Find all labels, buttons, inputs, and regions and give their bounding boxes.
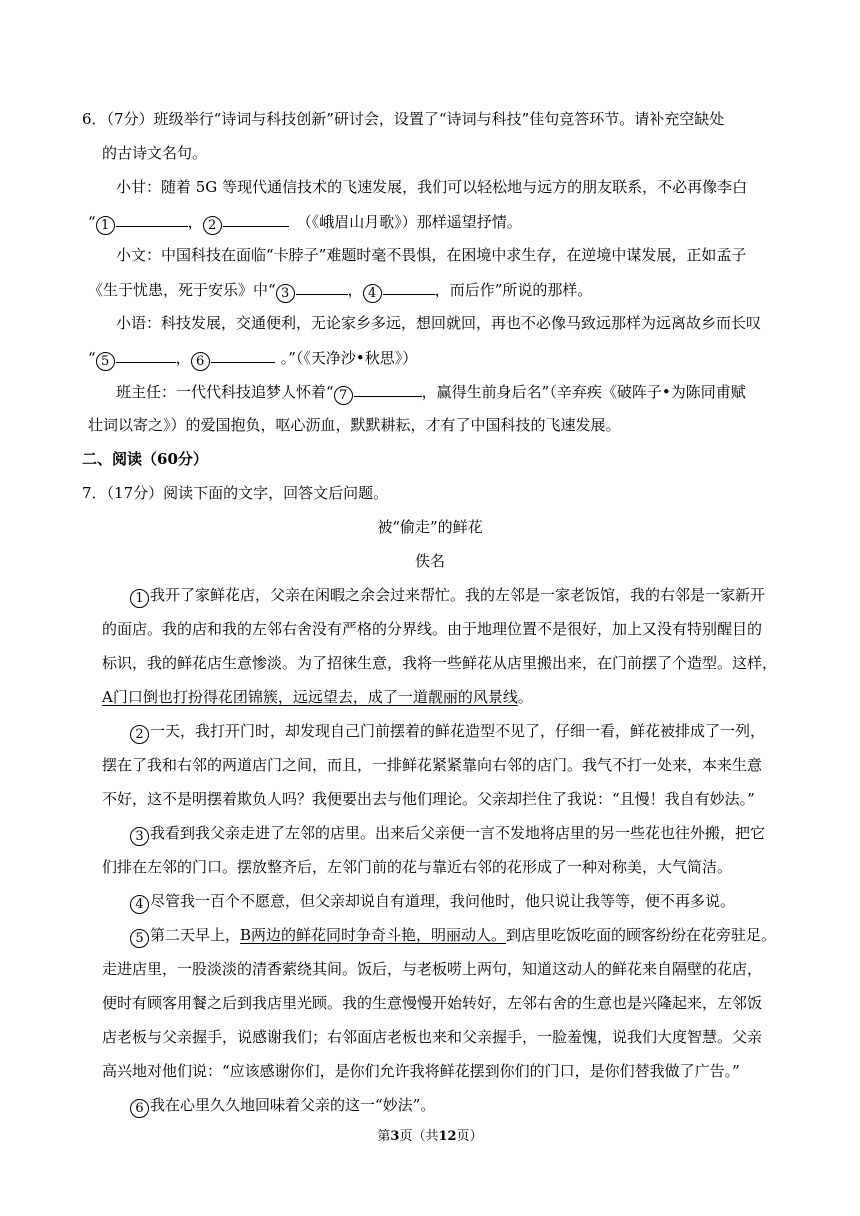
p5-line-1: 5 第二天早上，B两边的鲜花同时争奇斗艳，明丽动人。到店里吃饭吃面的顾客纷纷在花旁驻足。 [130,925,776,948]
q6-number: 6． [82,110,107,128]
blank-mark-6: 6 [191,352,210,371]
underlined-sentence-b: B两边的鲜花同时争奇斗艳，明丽动人。 [240,926,507,944]
q7-prompt: （17分）阅读下面的文字，回答文后问题。 [106,484,389,502]
para-mark-6: 6 [130,1099,149,1118]
article-author: 佚名 [414,552,445,570]
para-mark-2: 2 [130,725,149,744]
section-heading: 二、阅读（60分） [82,450,208,468]
p2-line-2: 摆在了我和右邻的两道店门之间，而且，一排鲜花紧紧靠向右邻的店门。我气不打一处来，本来生意 [102,756,763,774]
p6-line-1: 6 我在心里久久地回味着父亲的这一“妙法”。 [130,1095,435,1118]
answer-blank-4[interactable] [383,279,435,295]
q7-intro-line [82,483,388,503]
answer-blank-7[interactable] [354,381,422,397]
p1-line-3: 标识，我的鲜花店生意惨淡。为了招徕生意，我将一些鲜花从店里搬出来，在门前摆了个造型。这样， [102,654,778,672]
p1-line-4: A门口倒也打扮得花团锦簇，远远望去，成了一道靓丽的风景线。 [102,688,533,706]
p1-line-1: 1 我开了家鲜花店，父亲在闲暇之余会过来帮忙。我的左邻是一家老饭馆，我的右邻是一家新开 [130,585,765,608]
q6-xiaogan-line-2: “ 1 ， 2 （《峨眉山月歌》）那样遥望抒情。 [88,213,522,233]
q6-xiaoyu-line-2: “ 5 ， 6 。”（《天净沙•秋思》） [88,349,418,369]
article-title: 被“偷走”的鲜花 [377,518,483,536]
p5-line-2: 走进店里，一股淡淡的清香萦绕其间。饭后，与老板唠上两句，知道这动人的鲜花来自隔壁的花店， [102,960,763,978]
para-mark-5: 5 [130,929,149,948]
q6-prompt: （7分）班级举行“诗词与科技创新”研讨会，设置了“诗词与科技”佳句竞答环节。请补充空缺处 [106,110,725,128]
p5-line-4: 店老板与父亲握手，说感谢我们；右邻面店老板也来和父亲握手，一脸羞愧，说我们大度智慧。父亲 [102,1028,763,1046]
p3-line-1: 3 我看到我父亲走进了左邻的店里。出来后父亲便一言不发地将店里的另一些花也往外搬，把它 [130,823,765,846]
q7-number: 7． [82,484,107,502]
p5-line-5: 高兴地对他们说：“应该感谢你们，是你们允许我将鲜花摆到你们的门口，是你们替我做了广告。” [102,1062,740,1080]
para-mark-3: 3 [130,827,149,846]
p2-line-1: 2 一天，我打开门时，却发现自己门前摆着的鲜花造型不见了，仔细一看，鲜花被排成了一列， [130,721,765,744]
q6-xiaowen-line-1: 小文：中国科技在面临“卡脖子”难题时毫不畏惧，在困境中求生存，在逆境中谋发展，正如孟子 [116,246,747,264]
q6-line-1 [82,109,724,129]
p1-line-2: 的面店。我的店和我的左邻右舍没有严格的分界线。由于地理位置不是很好，加上又没有特别醒目的 [102,620,763,638]
q6-line-2: 的古诗文名句。 [102,144,208,162]
q6-xiaogan-line-1: 小甘：随着 5G 等现代通信技术的飞速发展，我们可以轻松地与远方的朋友联系，不必再像李白 [116,178,748,196]
q6-teacher-line-2: 壮词以寄之》）的爱国抱负，呕心沥血，默默耕耘，才有了中国科技的飞速发展。 [88,416,621,434]
answer-blank-5[interactable] [116,347,176,363]
para-mark-4: 4 [130,895,149,914]
answer-blank-2[interactable] [223,211,289,227]
answer-blank-3[interactable] [296,279,348,295]
answer-blank-6[interactable] [211,347,275,363]
underlined-sentence-a: A门口倒也打扮得花团锦簇，远远望去，成了一道靓丽的风景线 [102,688,518,706]
blank-mark-5: 5 [96,352,115,371]
page-total: 12 [438,1129,457,1144]
blank-mark-1: 1 [96,216,115,235]
blank-mark-7: 7 [334,386,353,405]
page-footer: 第3页（共12页） [377,1129,483,1144]
q6-xiaoyu-line-1: 小语：科技发展，交通便利，无论家乡多远，想回就回，再也不必像马致远那样为远离故乡而长叹 [116,314,762,332]
blank-mark-2: 2 [203,216,222,235]
q6-xiaowen-line-2: 《生于忧患，死于安乐》中“ 3 ， 4 ，而后作”所说的那样。 [88,281,593,301]
page-number: 3 [390,1129,400,1144]
p5-line-3: 便时有顾客用餐之后到我店里光顾。我的生意慢慢开始转好，左邻右舍的生意也是兴隆起来，左邻饭 [102,994,763,1012]
q6-teacher-line-1: 班主任：一代代科技追梦人怀着“ 7 ，赢得生前身后名”（辛弃疾《破阵子•为陈同甫赋 [116,383,746,403]
p4-line-1: 4 尽管我一百个不愿意，但父亲却说自有道理，我问他时，他只说让我等等，便不再多说。 [130,891,735,914]
answer-blank-1[interactable] [116,211,188,227]
p3-line-2: 们排在左邻的门口。摆放整齐后，左邻门前的花与靠近右邻的花形成了一种对称美，大气简洁。 [102,858,733,876]
blank-mark-4: 4 [363,284,382,303]
p2-line-3: 不好，这不是明摆着欺负人吗？我便要出去与他们理论。父亲却拦住了我说：“且慢！我自有妙法。” [102,790,755,808]
para-mark-1: 1 [130,589,149,608]
blank-mark-3: 3 [276,284,295,303]
